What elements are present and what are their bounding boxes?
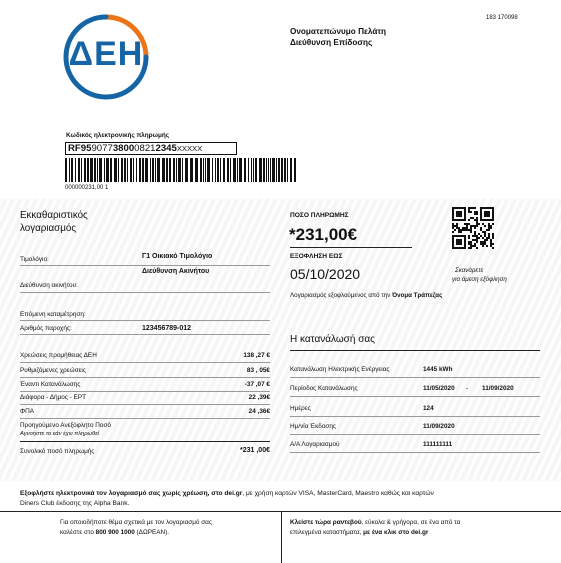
field-label-next-reading: Επόμενη καταμέτρηση: (20, 311, 86, 318)
field-value-tariff: Γ1 Οικιακό Τιμολόγιο (142, 253, 213, 260)
appointment-link[interactable]: με ένα κλικ στο dei.gr (363, 529, 429, 536)
bill-title-line1: Εκκαθαριστικός (20, 210, 88, 221)
help-line1: Για οποιοδήποτε θέμα σχετικά με τον λογαριασμό σας (60, 519, 212, 526)
due-label: ΕΞΟΦΛΗΣΗ ΕΩΣ (290, 253, 343, 260)
divider (20, 320, 270, 321)
previous-label: Προηγούμενο Ανεξόφλητο Ποσό (20, 422, 111, 429)
previous-note: Αγνοήστε το εάν έχει πληρωθεί (20, 431, 100, 437)
appointment-line2-pre: επιλεγμένα καταστήματα, (290, 529, 364, 536)
period-to: 11/09/2020 (482, 385, 514, 392)
charge-value: 138 ,27 € (243, 352, 270, 359)
bill-fields (20, 0, 270, 563)
field-value-address: Διεύθυνση Ακινήτου (142, 268, 210, 275)
field-label-address: Διεύθυνση ακινήτου: (20, 282, 78, 289)
charge-label: Διάφορα - Δήμος - ΕΡΤ (20, 394, 86, 401)
divider (20, 265, 270, 266)
help-line2-post: (ΔΩΡΕΑΝ). (134, 529, 170, 536)
divider (20, 362, 270, 363)
period-from: 11/05/2020 (423, 385, 455, 392)
consumption-label: Α/Α Λογαριασμού (290, 441, 340, 448)
barcode-number: 000000231,00 1 (65, 185, 109, 191)
payment-code-part: 2345 (155, 143, 177, 154)
charge-value: 22 ,39€ (248, 394, 270, 401)
divider (20, 292, 270, 293)
divider (20, 418, 270, 419)
barcode-bar (276, 158, 277, 182)
due-date: 05/10/2020 (290, 266, 361, 282)
epay-rest: , με χρήση καρτών VISA, MasterCard, Maestro καθώς και καρτών (242, 490, 434, 497)
consumption-label: Ημέρες (290, 405, 311, 412)
charge-label: Έναντι Κατανάλωσης (20, 381, 81, 388)
payment-code-part: 9077 (91, 143, 113, 154)
divider (290, 452, 540, 453)
barcode-bar (287, 158, 288, 182)
barcode-bar (270, 158, 271, 182)
divider (290, 416, 540, 417)
barcode-bar (284, 158, 286, 182)
epay-bold: Εξοφλήστε ηλεκτρονικά τον λογαριασμό σας χωρίς χρέωση, στο dei.gr (20, 490, 243, 497)
barcode-bar (272, 158, 275, 182)
payment-code-part: 0821 (134, 143, 156, 154)
divider (290, 377, 540, 378)
qr-caption-2: για άμεση εξόφληση (452, 276, 507, 283)
charge-label: Ρυθμιζόμενες χρεώσεις (20, 367, 86, 374)
period-separator: - (466, 385, 469, 392)
divider (20, 334, 270, 335)
total-label: Συνολικό ποσό πληρωμής (20, 448, 95, 455)
charge-label: ΦΠΑ (20, 408, 34, 415)
divider (20, 391, 270, 392)
help-phone: 800 900 1000 (95, 529, 135, 536)
consumption-label: Κατανάλωση Ηλεκτρικής Ενέργειας (290, 366, 390, 373)
appointment-rest: , εύκολα & γρήγορα, σε ένα από τα (361, 519, 461, 526)
payment-code-part: RF95 (68, 143, 92, 154)
consumption-label: Ημ/νία Έκδοσης (290, 423, 336, 430)
consumption-title: Η κατανάλωσή σας (290, 334, 375, 345)
payment-code-part: XXXXX (176, 144, 203, 153)
help-notice (60, 518, 212, 538)
help-line2-pre: καλέστε στο (60, 529, 96, 536)
sending-address: Διεύθυνση Επίδοσης (290, 38, 373, 47)
epay-notice (20, 489, 434, 509)
payment-code-part: 3800 (112, 143, 135, 154)
divider (20, 404, 270, 405)
barcode-bar (278, 158, 280, 182)
logo-text: ΔΕΗ (68, 35, 144, 73)
divider (20, 377, 270, 378)
consumption-value: 124 (423, 405, 434, 412)
consumption-value: 111111111 (423, 441, 453, 448)
field-value-supply-number: 123456789-012 (142, 325, 192, 332)
amount-label: ΠΟΣΟ ΠΛΗΡΩΜΗΣ (290, 212, 349, 219)
consumption-label: Περίοδος Κατανάλωσης (290, 385, 358, 392)
divider (20, 441, 270, 442)
charge-value: 83 , 05€ (246, 367, 270, 374)
divider (290, 434, 540, 435)
charge-value: 24 ,36€ (248, 408, 270, 415)
epay-line2: Diners Club έκδοσης της Alpha Bank. (20, 500, 130, 507)
consumption-value: 11/09/2020 (423, 423, 455, 430)
total-value: *231 ,00€ (240, 447, 270, 454)
field-label-tariff: Τιμολόγιο: (20, 256, 49, 263)
charge-label: Χρεώσεις προμήθειας ΔΕΗ (20, 352, 97, 359)
divider (290, 396, 540, 397)
amount-value: *231,00€ (289, 225, 358, 244)
bank-name: Όνομα Τράπεζας (392, 292, 443, 299)
charge-value: -37 ,07 € (244, 381, 270, 388)
customer-name: Ονοματεπώνυμο Πελάτη (290, 27, 387, 36)
appointment-notice (290, 518, 460, 538)
bill-title-line2: λογαριασμός (20, 223, 77, 234)
reference-code: 183 170098 (486, 15, 518, 21)
payment-code-label: Κωδικός ηλεκτρονικής πληρωμής (66, 132, 170, 139)
footer-separator (281, 512, 282, 563)
qr-caption-1: Σκανάρετε (455, 267, 484, 274)
appointment-bold: Κλείστε τώρα ραντεβού (290, 519, 362, 526)
barcode-bar (281, 158, 283, 182)
consumption-value: 1445 kWh (423, 366, 453, 373)
consumption-table (290, 0, 540, 563)
field-label-supply-number: Αριθμός παροχής: (20, 325, 72, 332)
debit-note-text: Λογαριασμός εξοφλούμενος από την (290, 292, 391, 299)
